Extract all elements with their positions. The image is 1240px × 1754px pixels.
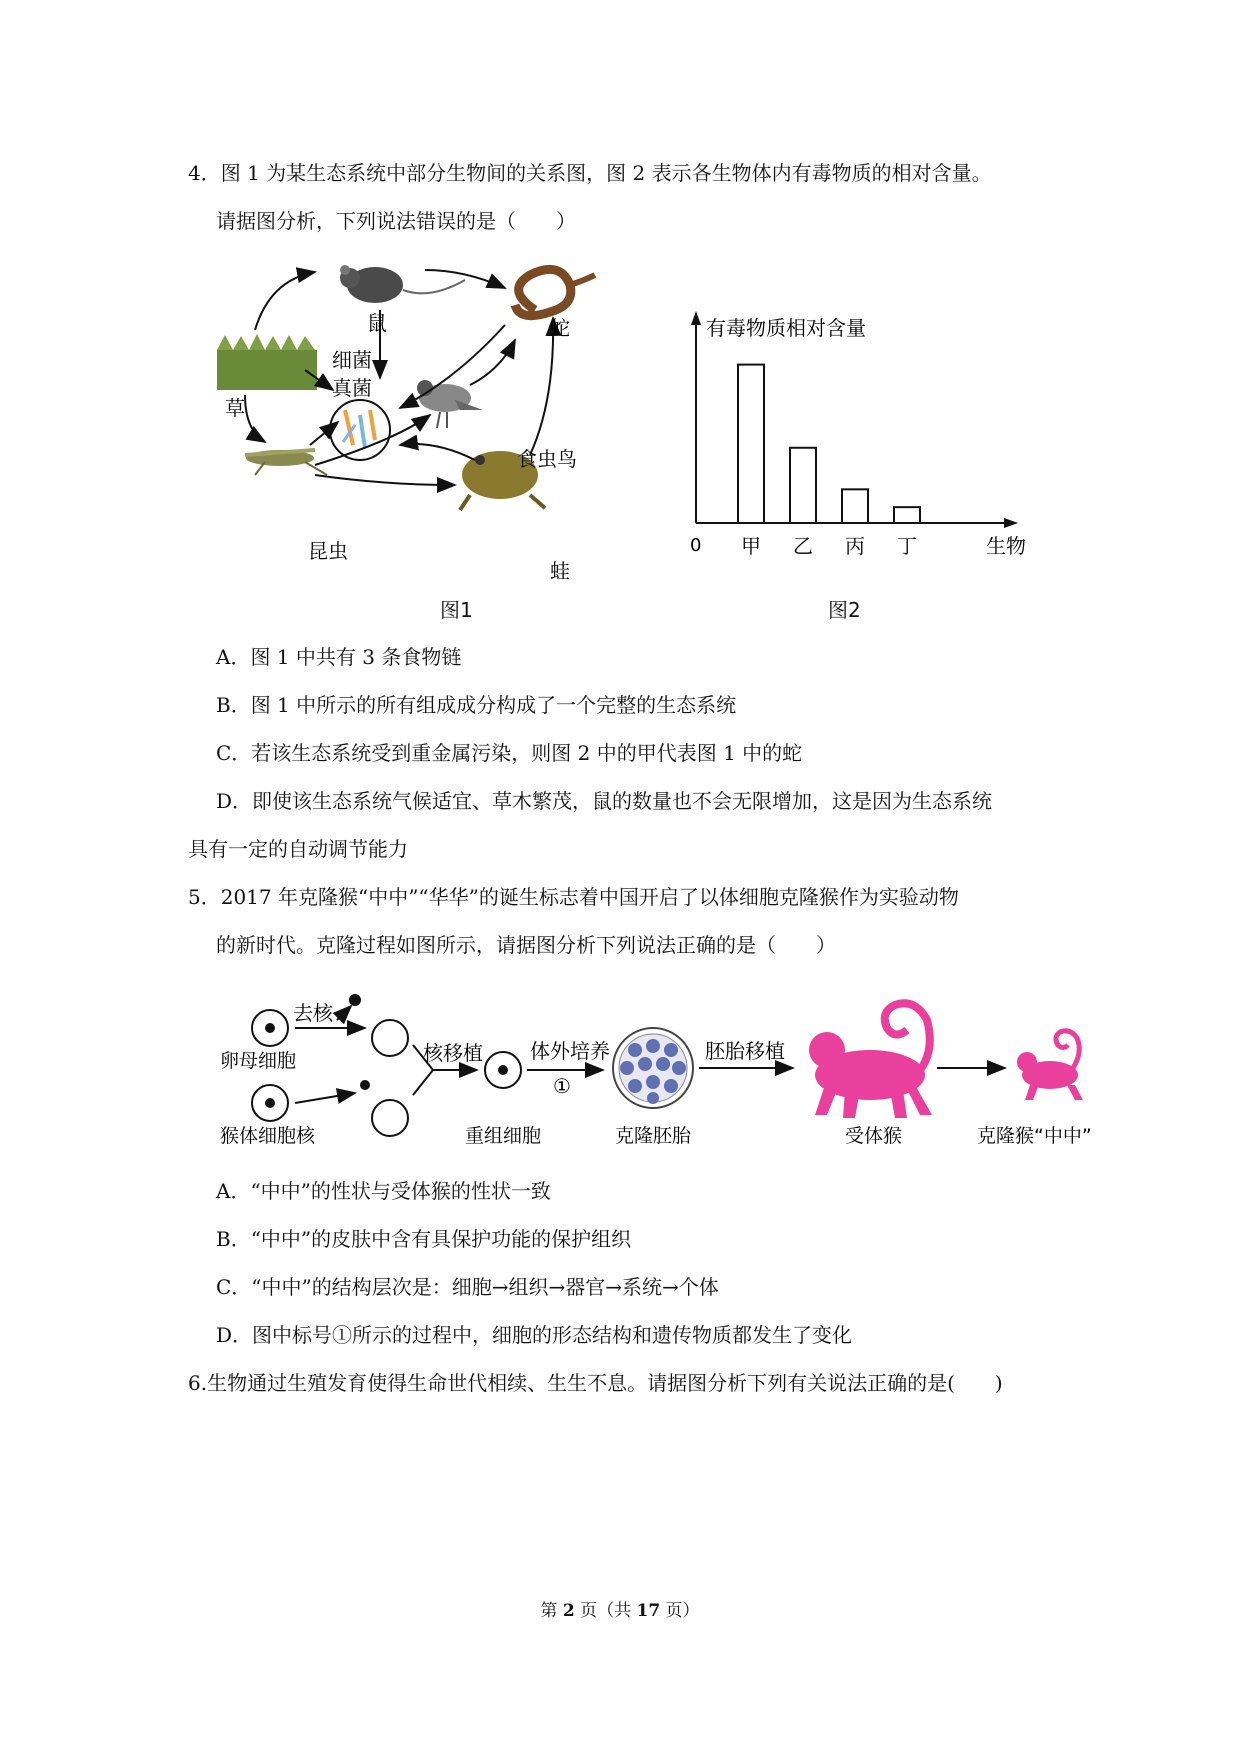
- label-nuclear-transfer: 核移植: [423, 1041, 483, 1065]
- tick-label-1: 甲: [741, 534, 761, 558]
- clone-monkey-image: [1017, 1031, 1083, 1100]
- toxin-bar-chart: [690, 305, 1030, 565]
- footer-total-pages: 17: [636, 1601, 661, 1621]
- extracted-nucleus: [360, 1080, 370, 1090]
- q5-stem-line1: 5．2017 年克隆猴“中中”“华华”的诞生标志着中国开启了以体细胞克隆猴作为实验动物: [188, 885, 959, 909]
- q4-option-d-line2: 具有一定的自动调节能力: [188, 837, 408, 861]
- tick-label-3: 丙: [845, 534, 865, 558]
- label-fungi: 真菌: [332, 376, 372, 400]
- label-recipient-monkey: 受体猴: [845, 1125, 903, 1147]
- q4-stem-line1: 4．图 1 为某生态系统中部分生物间的关系图，图 2 表示各生物体内有毒物质的相对含量。: [188, 161, 992, 185]
- fig2-caption: 图2: [828, 598, 861, 622]
- label-mouse: 鼠: [367, 311, 387, 335]
- q4-option-d-line1: D．即使该生态系统气候适宜、草木繁茂，鼠的数量也不会无限增加，这是因为生态系统: [216, 789, 993, 813]
- somatic-remainder: [372, 1100, 408, 1136]
- y-axis-arrow: [691, 311, 701, 325]
- footer-prefix: 第: [540, 1601, 563, 1621]
- q4-option-b: B．图 1 中所示的所有组成成分构成了一个完整的生态系统: [216, 693, 737, 717]
- y-axis-label: 有毒物质相对含量: [706, 316, 866, 340]
- q5-option-b: B．“中中”的皮肤中含有具保护功能的保护组织: [216, 1227, 632, 1251]
- q5-stem-line2: 的新时代。克隆过程如图所示，请据图分析下列说法正确的是（ ）: [216, 933, 836, 957]
- bird-image: [417, 380, 483, 428]
- bar-1: [738, 365, 764, 523]
- bar-2: [790, 448, 816, 523]
- label-bacteria: 细菌: [332, 348, 372, 372]
- x-axis-label: 生物: [986, 534, 1026, 558]
- label-clone-monkey: 克隆猴“中中”: [977, 1125, 1092, 1147]
- label-enucleate: 去核: [293, 1001, 333, 1025]
- q6-stem-line1: 6.生物通过生殖发育使得生命世代相续、生生不息。请据图分析下列有关说法正确的是( ): [188, 1371, 1003, 1395]
- decomposer-image: [330, 400, 390, 460]
- label-insect: 昆虫: [308, 539, 348, 563]
- clone-embryo-image: [613, 1028, 693, 1108]
- page-footer: [0, 1596, 1240, 1621]
- removed-nucleus: [349, 994, 361, 1006]
- label-step-1: ①: [553, 1074, 571, 1098]
- food-web-figure: [215, 250, 655, 580]
- q4-stem-line2: 请据图分析，下列说法错误的是（ ）: [216, 209, 576, 233]
- footer-page-number: 2: [562, 1601, 575, 1621]
- egg-cell-nucleus: [265, 1023, 275, 1033]
- x-axis-arrow: [1004, 518, 1018, 528]
- label-in-vitro-culture: 体外培养: [530, 1039, 610, 1063]
- q5-option-d: D．图中标号①所示的过程中，细胞的形态结构和遗传物质都发生了变化: [216, 1323, 853, 1347]
- label-bird: 食虫鸟: [517, 447, 577, 471]
- label-frog: 蛙: [550, 559, 570, 580]
- label-grass: 草: [225, 396, 245, 420]
- label-clone-embryo: 克隆胚胎: [615, 1125, 692, 1147]
- fig1-caption: 图1: [440, 598, 473, 622]
- q4-option-c: C．若该生态系统受到重金属污染，则图 2 中的甲代表图 1 中的蛇: [216, 741, 803, 765]
- cloning-process-figure: [215, 990, 1115, 1150]
- footer-suffix: 页）: [660, 1601, 700, 1621]
- enucleated-egg: [372, 1020, 408, 1056]
- somatic-cell-nucleus: [265, 1098, 275, 1108]
- tick-label-4: 丁: [897, 534, 917, 558]
- bar-3: [842, 489, 868, 523]
- label-recombined-cell: 重组细胞: [465, 1125, 542, 1147]
- label-embryo-transfer: 胚胎移植: [705, 1039, 785, 1063]
- origin-label: 0: [690, 535, 702, 556]
- q4-option-a: A．图 1 中共有 3 条食物链: [216, 645, 462, 669]
- recombined-cell-nucleus: [498, 1065, 508, 1075]
- label-somatic-nucleus: 猴体细胞核: [220, 1125, 316, 1147]
- recipient-monkey-image: [809, 1003, 932, 1118]
- snake-image: [515, 269, 595, 315]
- label-egg-cell: 卵母细胞: [220, 1050, 297, 1072]
- insect-image: [245, 450, 327, 475]
- footer-middle: 页（共: [574, 1601, 637, 1621]
- bar-4: [894, 507, 920, 523]
- q5-option-a: A．“中中”的性状与受体猴的性状一致: [216, 1179, 551, 1203]
- label-snake: 蛇: [550, 316, 570, 340]
- tick-label-2: 乙: [793, 534, 813, 558]
- q5-option-c: C．“中中”的结构层次是：细胞→组织→器官→系统→个体: [216, 1275, 719, 1299]
- grass-image: [217, 334, 317, 390]
